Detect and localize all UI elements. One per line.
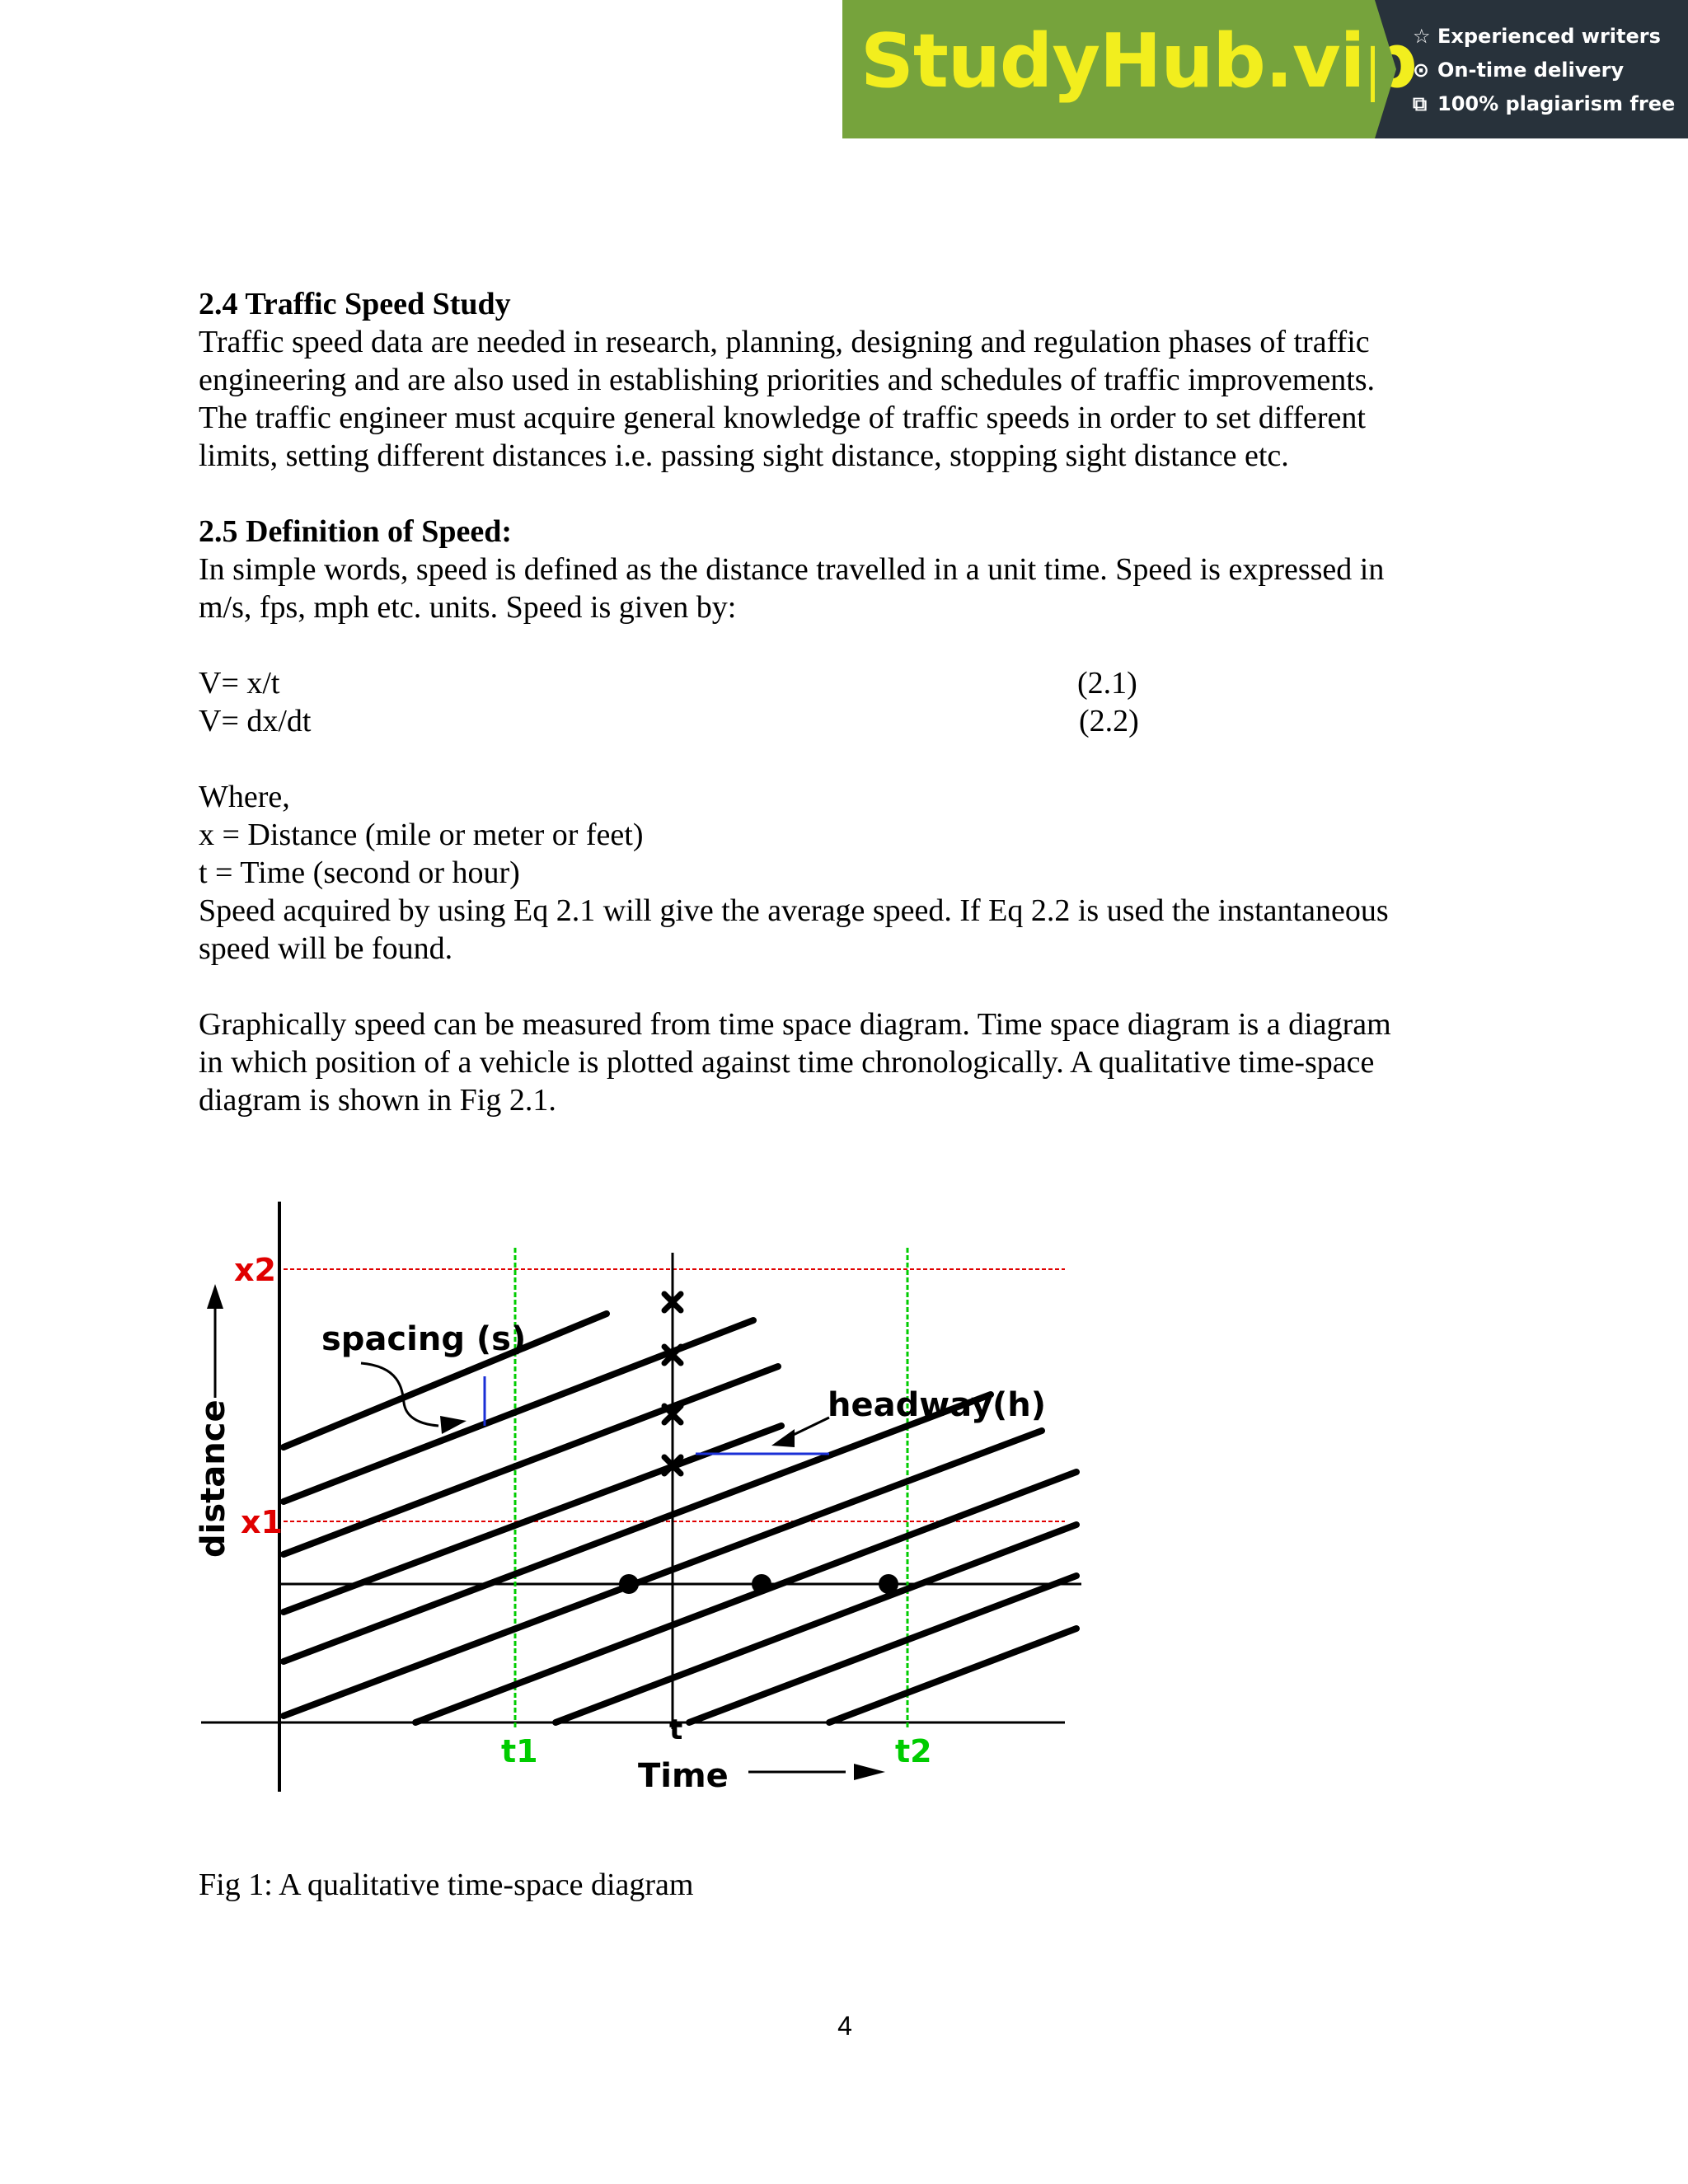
banner-arrow [1375,0,1396,138]
paragraph-line: engineering and are also used in establishing priorities and schedules of traffic improvements. [199,363,1376,397]
paragraph-line: limits, setting different distances i.e. passing sight distance, stopping sight distance etc. [199,438,1289,473]
paragraph-line: Graphically speed can be measured from time space diagram. Time space diagram is a diagram [199,1007,1391,1042]
equation-number: (2.2) [1079,704,1139,738]
spacing-label: spacing (s) [321,1320,527,1358]
equation-number: (2.1) [1077,666,1137,701]
paragraph-line: In simple words, speed is defined as the distance travelled in a unit time. Speed is expressed in [199,552,1385,587]
headway-label: headway(h) [828,1386,1047,1424]
where-label: Where, [199,780,290,814]
copy-icon: ⧉ [1413,92,1428,115]
feature-experienced-writers: ☆ Experienced writers [1413,20,1688,54]
crossing-dot [619,1574,639,1594]
vehicle-trajectory [284,1366,778,1554]
section-heading-definition-of-speed: 2.5 Definition of Speed: [199,514,512,549]
t-label: t [669,1713,683,1746]
equation-2-2 [199,702,1484,740]
distance-arrowhead [207,1284,223,1309]
banner-logo-panel [842,0,1417,138]
vehicle-trajectory [829,1629,1076,1722]
x1-label: x1 [241,1504,283,1540]
time-arrowhead [854,1764,885,1780]
paragraph-line: diagram is shown in Fig 2.1. [199,1083,556,1118]
paragraph-line: The traffic engineer must acquire general knowledge of traffic speeds in order to set different [199,401,1366,435]
paragraph-line: speed will be found. [199,931,453,966]
vehicle-trajectory [284,1394,991,1661]
t1-label: t1 [501,1733,538,1769]
banner-features [1375,0,1688,138]
definition-t: t = Time (second or hour) [199,855,520,890]
t2-label: t2 [895,1733,932,1769]
headway-arrowhead [771,1429,795,1447]
studyhub-logo[interactable]: StudyHub.vip [860,18,1417,105]
clock-icon: ⊙ [1413,59,1430,82]
crossing-dot [752,1574,771,1594]
spacing-pointer [361,1363,438,1426]
equation-2-1 [199,664,1484,702]
paragraph-line: m/s, fps, mph etc. units. Speed is given by: [199,590,737,625]
distance-label: distance [195,1399,232,1558]
equation-expression: V= dx/dt [199,704,312,738]
studyhub-banner[interactable] [842,0,1688,138]
paragraph-line: Traffic speed data are needed in research, planning, designing and regulation phases of traffic [199,325,1370,359]
document-body [199,285,1484,1119]
time-label: Time [638,1757,729,1795]
feature-on-time-delivery: ⊙ On-time delivery [1413,54,1688,87]
figure-caption: Fig 1: A qualitative time-space diagram [199,1868,694,1902]
paragraph-line: in which position of a vehicle is plotted against time chronologically. A qualitative time-space [199,1045,1375,1080]
crossing-dot [879,1574,898,1594]
vehicle-trajectory [556,1525,1076,1722]
feature-plagiarism-free: ⧉ 100% plagiarism free [1413,87,1688,121]
equation-expression: V= x/t [199,666,280,701]
time-space-diagram [195,1192,1085,1802]
x2-label: x2 [234,1252,276,1288]
page-number: 4 [837,2011,852,2041]
definition-x: x = Distance (mile or meter or feet) [199,818,644,852]
paragraph-line: Speed acquired by using Eq 2.1 will give the average speed. If Eq 2.2 is used the instantaneous [199,893,1389,928]
star-icon: ☆ [1413,25,1431,48]
section-heading-traffic-speed-study: 2.4 Traffic Speed Study [199,287,511,321]
